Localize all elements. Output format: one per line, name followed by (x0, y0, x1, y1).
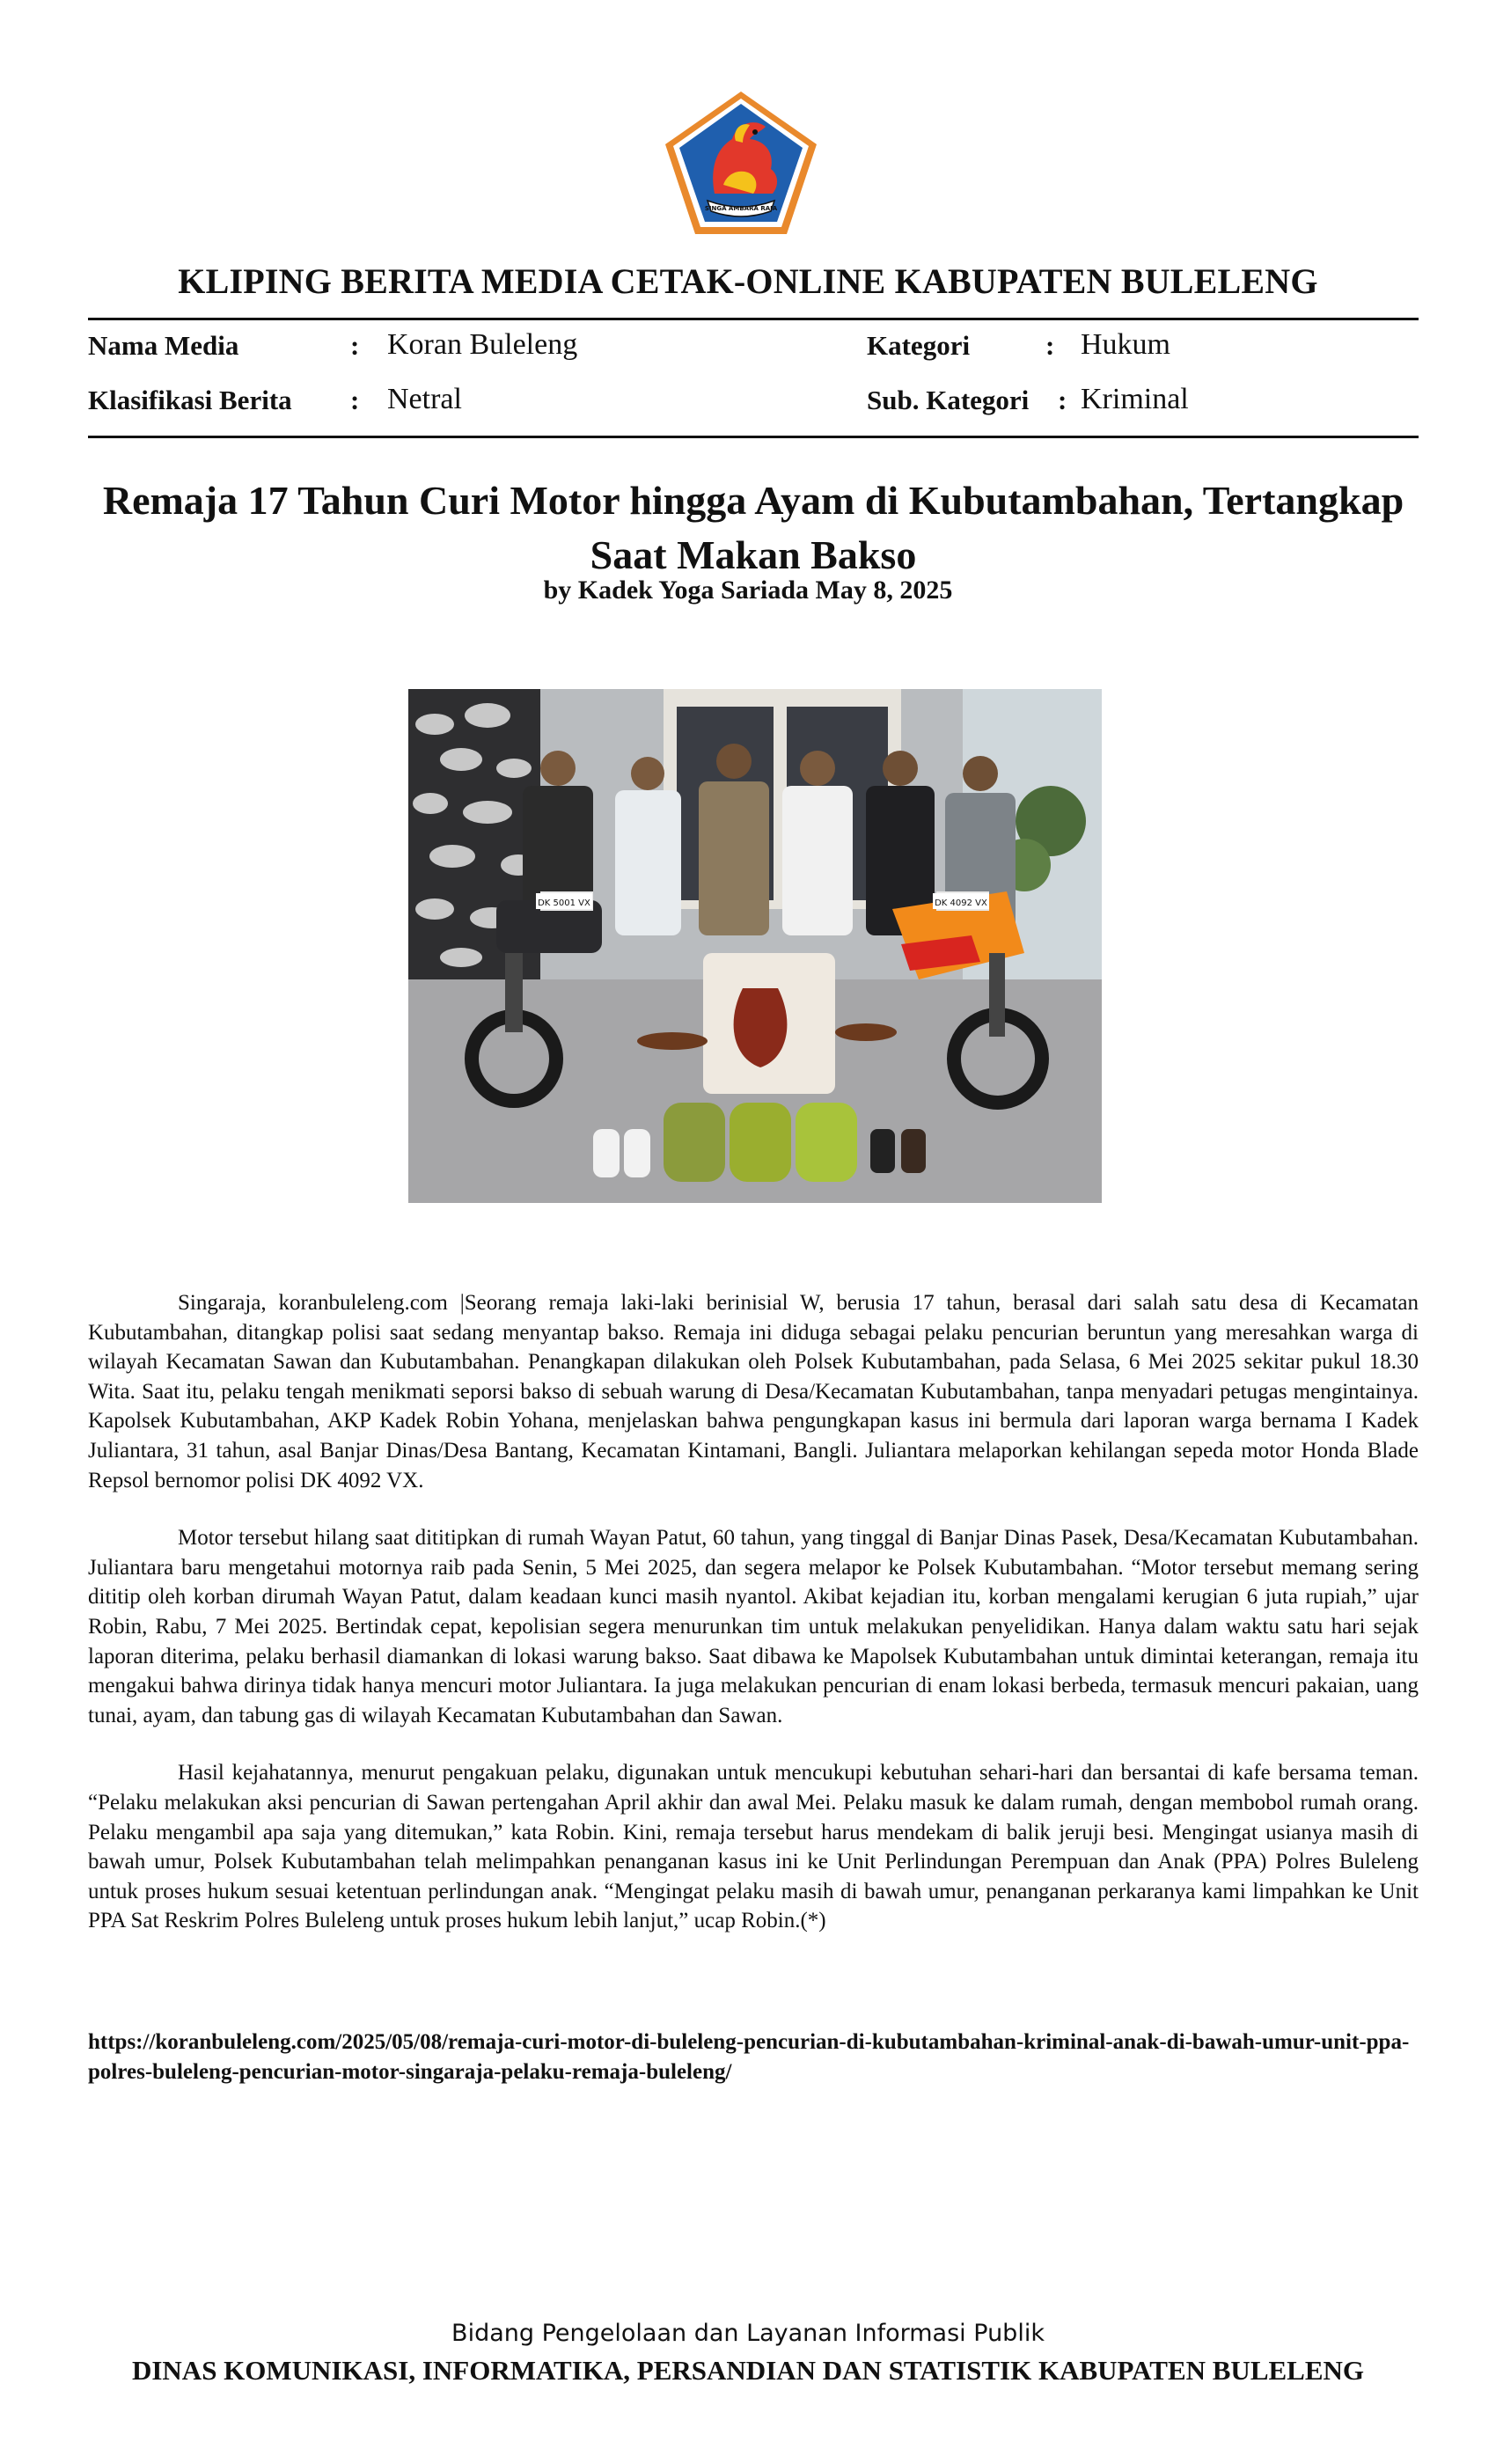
klasifikasi-separator: : (350, 385, 360, 415)
subkategori-separator: : (1058, 385, 1067, 415)
article-paragraph-1: Singaraja, koranbuleleng.com |Seorang remaja laki-laki berinisial W, berusia 17 tahun, berasal dari salah satu desa di Kecamatan Kubutambahan, ditangkap polisi saat sedang menyantap bakso. Remaja ini diduga sebagai pelaku pencurian beruntun yang meresahkan warga di wilayah Kecamatan Sawan dan Kubutambahan. Penangkapan dilakukan oleh Polsek Kubutambahan, pada Selasa, 6 Mei 2025 sekitar pukul 18.30 Wita. Saat itu, pelaku tengah menikmati seporsi bakso di sebuah warung di Desa/Kecamatan Kubutambahan, tanpa menyadari petugas mengintainya. Kapolsek Kubutambahan, AKP Kadek Robin Yohana, menjelaskan bahwa pengungkapan kasus ini bermula dari laporan warga bernama I Kadek Juliantara, 31 tahun, asal Banjar Dinas/Desa Bantang, Kecamatan Kintamani, Bangli. Juliantara melaporkan kehilangan sepeda motor Honda Blade Repsol bernomor polisi DK 4092 VX. (88, 1291, 1419, 1492)
header-top-rule (88, 318, 1419, 320)
clipping-header-title: KLIPING BERITA MEDIA CETAK-ONLINE KABUPATEN BULELENG (178, 261, 1318, 301)
article-paragraph-3: Hasil kejahatannya, menurut pengakuan pelaku, digunakan untuk mencukupi kebutuhan sehari-hari dan bersantai di kafe bersama teman. “Pelaku melakukan aksi pencurian di Sawan pertengahan April akhir dan awal Mei. Pelaku masuk ke dalam rumah, dengan membobol rumah orang. Pelaku mengambil apa saja yang ditemukan,” kata Robin. Kini, remaja tersebut harus mendekam di balik jeruji besi. Mengingat usianya masih di bawah umur, Polsek Kubutambahan telah melimpahkan penanganan kasus ini ke Unit Perlindungan Perempuan dan Anak (PPA) Polres Buleleng untuk proses hukum sesuai ketentuan perlindungan anak. “Mengingat pelaku masih di bawah umur, penanganan perkaranya kami limpahkan ke Unit PPA Sat Reskrim Polres Buleleng untuk proses hukum lebih lanjut,” ucap Robin.(*) (88, 1761, 1419, 1933)
footer-department: Bidang Pengelolaan dan Layanan Informasi Publik (451, 2320, 1045, 2347)
media-label: Nama Media (88, 330, 239, 361)
source-url-link[interactable]: https://koranbuleleng.com/2025/05/08/remaja-curi-motor-di-buleleng-pencurian-di-kubutambahan-kriminal-anak-di-bawah-umur-unit-ppa-polres-buleleng-pencurian-motor-singaraja-pelaku-remaja-buleleng/ (88, 2030, 1410, 2084)
media-separator: : (350, 330, 360, 361)
news-photo (408, 689, 1102, 1203)
subkategori-label: Sub. Kategori (867, 385, 1030, 415)
media-value: Koran Buleleng (387, 328, 578, 361)
kategori-label: Kategori (867, 330, 971, 361)
article-byline: by Kadek Yoga Sariada May 8, 2025 (543, 576, 953, 605)
logo-motto: SINGA AMBARA RAJA (704, 205, 778, 212)
subkategori-value: Kriminal (1081, 383, 1189, 415)
plate-right: DK 4092 VX (935, 898, 987, 908)
header-bottom-rule (88, 436, 1419, 438)
article-title: Remaja 17 Tahun Curi Motor hingga Ayam di Kubutambahan, Tertangkap Saat Makan Bakso (102, 478, 1404, 577)
klasifikasi-value: Netral (387, 383, 462, 415)
article-paragraph-2: Motor tersebut hilang saat dititipkan di rumah Wayan Patut, 60 tahun, yang tinggal di Banjar Dinas Pasek, Desa/Kecamatan Kubutambahan. Juliantara baru mengetahui motornya raib pada Senin, 5 Mei 2025, dan segera melapor ke Polsek Kubutambahan. “Motor tersebut memang sering dititip oleh korban dirumah Wayan Patut, dalam keadaan kunci masih nyantol. Akibat kejadian itu, korban mengalami kerugian 6 juta rupiah,” ujar Robin, Rabu, 7 Mei 2025. Bertindak cepat, kepolisian segera menurunkan tim untuk melakukan penyelidikan. Hanya dalam waktu satu hari sejak laporan diterima, pelaku berhasil diamankan di lokasi warung bakso. Saat dibawa ke Mapolsek Kubutambahan untuk dimintai keterangan, remaja itu mengakui bahwa dirinya tidak hanya mencuri motor Juliantara. Ia juga melakukan pencurian di enam lokasi berbeda, termasuk mencuri pakaian, uang tunai, ayam, dan tabung gas di wilayah Kecamatan Kubutambahan dan Sawan. (88, 1526, 1419, 1727)
footer-agency: DINAS KOMUNIKASI, INFORMATIKA, PERSANDIAN DAN STATISTIK KABUPATEN BULELENG (131, 2355, 1365, 2386)
article-body (88, 1288, 1419, 1964)
plate-left: DK 5001 VX (538, 898, 590, 908)
buleleng-emblem-logo (662, 88, 820, 238)
kategori-value: Hukum (1081, 328, 1170, 361)
klasifikasi-label: Klasifikasi Berita (88, 385, 292, 415)
kategori-separator: : (1045, 330, 1055, 361)
